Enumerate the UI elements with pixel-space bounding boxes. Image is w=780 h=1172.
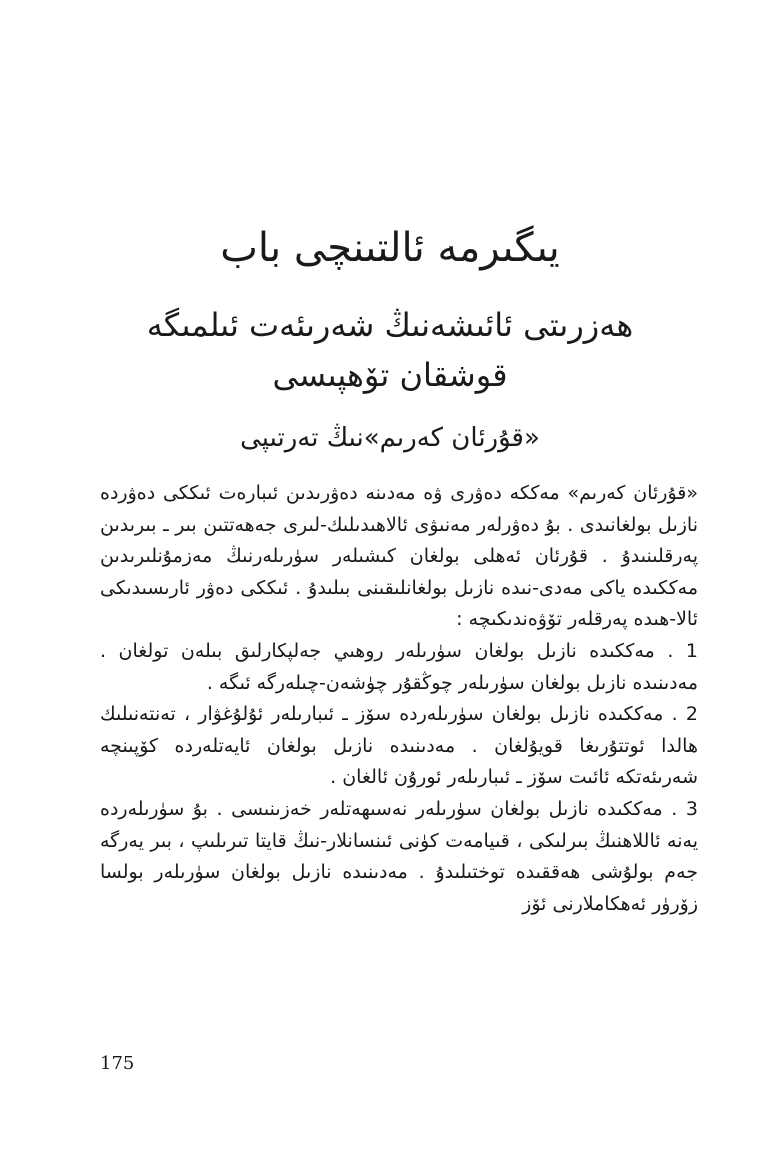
paragraph: «قۇرئان كەرىم» مەككە دەۋرى ۋە مەدىنە دەۋرىدىن ئىبارەت ئىككى دەۋردە نازىل بولغانىدى . بۇ دەۋرلەر مەنىۋى ئالاھىدىلىك-لىرى جەھەتتىن بىر ـ بىرىدىن پەرقلىنىدۇ . قۇرئان ئەھلى بولغان كىشىلەر سۈرىلەرنىڭ مەزمۇنلىرىدىن مەككىدە ياكى مەدى-نىدە نازىل بولغانلىقىنى بىلىدۇ . ئىككى دەۋر ئارىسىدىكى ئالا-ھىدە پەرقلەر تۆۋەندىكىچە : — [100, 482, 698, 631]
chapter-title: يىگىرمە ئالتىنچى باب — [220, 225, 560, 271]
page-number: 175 — [100, 1053, 135, 1074]
paragraph: 1 . مەككىدە نازىل بولغان سۈرىلەر روھىي جەلپكارلىق بىلەن تولغان . مەدىنىدە نازىل بولغان سۈرىلەر چوڭقۇر چۈشەن-چىلەرگە ئىگە . — [100, 639, 698, 694]
section-title-line-1: ھەزرىتى ئائىشەنىڭ شەرىئەت ئىلمىگە — [146, 306, 634, 344]
paragraph: 3 . مەككىدە نازىل بولغان سۈرىلەر نەسىھەتلەر خەزىنىسى . بۇ سۈرىلەردە يەنە ئاللاھنىڭ بىرلىكى ، قىيامەت كۈنى ئىنسانلار-نىڭ قايتا تىرىلىپ ، بىر يەرگە جەم بولۇشى ھەققىدە توختىلىدۇ . مەدىنىدە نازىل بولغان سۈرىلەر بولسا زۆرۈر ئەھكاملارنى ئۆز — [100, 797, 698, 915]
section-title — [0, 300, 780, 400]
subsection-title: «قۇرئان كەرىم»نىڭ تەرتىپى — [240, 423, 540, 453]
body-text — [100, 478, 698, 920]
section-title-line-2: قوشقان تۆھپىسى — [272, 356, 508, 394]
paragraph: 2 . مەككىدە نازىل بولغان سۈرىلەردە سۆز ـ ئىبارىلەر ئۇلۇغۋار ، تەنتەنىلىك ھالدا ئوتتۇرىغا قويۇلغان . مەدىنىدە نازىل بولغان ئايەتلەردە كۆپىنچە شەرىئەتكە ئائىت سۆز ـ ئىبارىلەر ئورۇن ئالغان . — [100, 703, 698, 789]
